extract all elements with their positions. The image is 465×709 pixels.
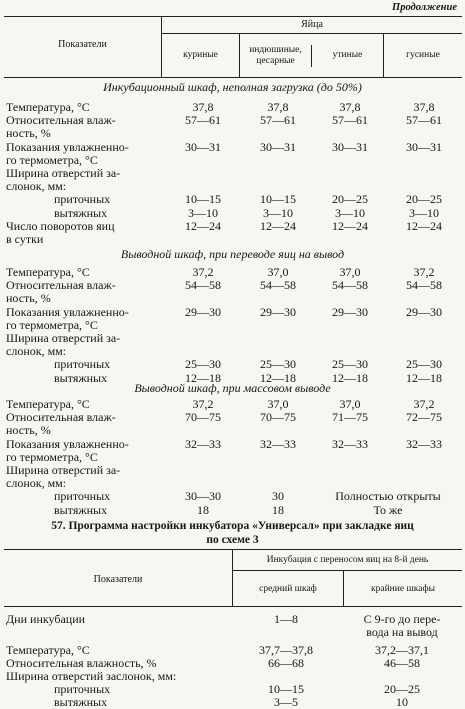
section-title: Выводной шкаф, при переводе яиц на вывод (120, 247, 345, 261)
cell-value: 3—10 (188, 205, 218, 220)
row-label: вытяжных (54, 370, 108, 385)
cell-value: 12—18 (185, 370, 221, 385)
cell-value: 12—18 (260, 370, 296, 385)
table-row (6, 233, 462, 246)
cell-value: 30—31 (260, 139, 296, 154)
cell-value: 54—58 (260, 278, 296, 293)
cell-value: 18 (197, 502, 209, 517)
row-label: приточных (54, 357, 111, 372)
cell-value: 57—61 (406, 113, 442, 128)
cell-value: 32—33 (332, 436, 368, 451)
cell-value: 37,0 (339, 265, 361, 279)
cell-value: 30 (272, 489, 284, 504)
row-label: Число поворотов яиц (6, 218, 115, 233)
cell-value: 30—30 (185, 489, 221, 504)
row-label: Относительная влаж- (6, 278, 116, 293)
cell-value: 54—58 (332, 278, 368, 293)
table-row (6, 207, 462, 220)
cell-value: 57—61 (332, 113, 368, 128)
table-row (6, 114, 462, 127)
cell-value: 37,8 (192, 100, 214, 114)
row-label: го термометра, °С (6, 152, 98, 167)
table-row (6, 220, 462, 233)
table-row (6, 279, 462, 292)
cell-value: 72—75 (406, 410, 442, 425)
table-row (6, 332, 462, 345)
cell-value: 30—31 (406, 139, 442, 154)
row-label: го термометра, °С (6, 317, 98, 332)
cell-value: 30—31 (332, 139, 368, 154)
row-label: Относительная влаж- (6, 410, 116, 425)
cell-value: 25—30 (260, 357, 296, 372)
cell-value: 32—33 (260, 436, 296, 451)
cell-value: 3—10 (335, 205, 365, 220)
cell-value: 25—30 (406, 357, 442, 372)
eggs-header: Яйца (162, 17, 462, 34)
table2-indicators-header: Показатели (93, 574, 143, 585)
cell-value: 37,2 (192, 397, 214, 411)
row-label: ность, % (6, 423, 51, 438)
cell-value: 12—24 (406, 218, 442, 233)
table-row (6, 358, 462, 371)
cell-value: 10—15 (268, 682, 304, 696)
table-row (6, 167, 462, 180)
row-label: слонок, мм: (6, 476, 67, 491)
table-row (6, 490, 462, 503)
row-label: ность, % (6, 291, 51, 306)
section-title: Инкубационный шкаф, неполная загрузка (до 50%) (103, 80, 362, 94)
continuation-label: Продолжение (392, 2, 457, 13)
table-row (6, 193, 462, 206)
cell-value: 29—30 (332, 304, 368, 319)
cell-value: 1—8 (274, 612, 298, 626)
cell-value: 37,2 (413, 397, 435, 411)
incubation-header: Инкубация с переносом яиц на 8-й день (233, 550, 462, 571)
table-row (6, 504, 462, 517)
table-row (6, 477, 462, 490)
cell-value: 37,0 (339, 397, 361, 411)
table-row (6, 292, 462, 305)
row-label: Относительная влаж- (6, 113, 116, 128)
table-row (6, 345, 462, 358)
row-label: слонок, мм: (6, 344, 67, 359)
col-header-middle-cabinet: средний шкаф (233, 571, 344, 606)
cell-value: 37,2 (192, 265, 214, 279)
table2-header (4, 549, 462, 607)
table57-title-line2: по схеме 3 (206, 534, 259, 546)
row-label: Ширина отверстий заслонок, мм: (6, 669, 177, 683)
cell-value: 57—61 (260, 113, 296, 128)
cell-value: 20—25 (384, 682, 420, 696)
row-label: приточных (54, 192, 111, 207)
cell-value: 12—24 (185, 218, 221, 233)
cell-value: 57—61 (185, 113, 221, 128)
cell-value: 37,8 (267, 100, 289, 114)
indicators-header-cell (4, 17, 162, 77)
table1-header (4, 16, 462, 78)
cell-value: 37,0 (267, 397, 289, 411)
cell-value: 3—5 (274, 695, 298, 709)
row-label: вытяжных (54, 205, 108, 220)
cell-value: 29—30 (406, 304, 442, 319)
cell-value: 10—15 (260, 192, 296, 207)
table-row (6, 101, 462, 114)
cell-value: 30—31 (185, 139, 221, 154)
row-label: го термометра, °С (6, 449, 98, 464)
cell-value: 37,8 (413, 100, 435, 114)
cell-value: 46—58 (384, 656, 420, 670)
table-row (6, 411, 462, 424)
table-row (6, 141, 462, 154)
table-row (6, 154, 462, 167)
cell-value: 18 (272, 502, 284, 517)
table-row (6, 451, 462, 464)
cell-value: 32—33 (406, 436, 442, 451)
cell-value: 37,8 (339, 100, 361, 114)
cell-value: 25—30 (332, 357, 368, 372)
row-label: вытяжных (54, 695, 108, 709)
cell-value: 12—24 (260, 218, 296, 233)
table-row (6, 127, 462, 140)
cell-value: 70—75 (185, 410, 221, 425)
row-label: Относительная влажность, % (6, 656, 157, 670)
table-row (6, 696, 462, 709)
col-header-duck: утиные (312, 34, 384, 77)
cell-value: 37,2 (413, 265, 435, 279)
table57-title-line1: 57. Программа настройки инкубатора «Универсал» при закладке яиц (51, 520, 414, 532)
cell-value: 10 (396, 695, 408, 709)
col-header-turkey: индюшиные, цесарные (240, 45, 312, 67)
table-row (6, 266, 462, 279)
cell-value: 20—25 (406, 192, 442, 207)
cell-value: 37,0 (267, 265, 289, 279)
table-row (6, 424, 462, 437)
table-row (6, 398, 462, 411)
row-label: приточных (54, 682, 111, 696)
table-row (6, 306, 462, 319)
row-label: в сутки (6, 232, 44, 246)
indicators-header: Показатели (58, 39, 107, 50)
row-label: Ширина отверстий за- (6, 331, 121, 345)
cell-value: 12—18 (406, 370, 442, 385)
table-row (6, 626, 462, 639)
cell-value: С 9-го до пере- (363, 612, 441, 626)
row-label: Ширина отверстий за- (6, 166, 121, 180)
cell-value: 66—68 (268, 656, 304, 670)
cell-value: 70—75 (260, 410, 296, 425)
table-row (6, 319, 462, 332)
cell-value: 10—15 (185, 192, 221, 207)
cell-value: 12—18 (332, 370, 368, 385)
col-header-chicken: куриные (162, 34, 240, 77)
cell-value: 20—25 (332, 192, 368, 207)
row-label: Ширина отверстий за- (6, 463, 121, 477)
cell-value: 3—10 (263, 205, 293, 220)
cell-value: 54—58 (406, 278, 442, 293)
cell-value: 29—30 (185, 304, 221, 319)
cell-value-span: То же (373, 502, 403, 517)
table2-indicators-cell (4, 550, 233, 606)
cell-value: 37,7—37,8 (259, 643, 313, 657)
row-label: Температура, °С (6, 265, 90, 279)
cell-value: 12—24 (332, 218, 368, 233)
row-label: приточных (54, 489, 111, 504)
row-label: Показания увлажненно- (6, 436, 129, 451)
cell-value: 29—30 (260, 304, 296, 319)
row-label: Температура, °С (6, 100, 90, 114)
cell-value: 71—75 (332, 410, 368, 425)
row-label: ность, % (6, 126, 51, 141)
row-label: слонок, мм: (6, 179, 67, 194)
row-label: Дни инкубации (6, 612, 86, 626)
cell-value-span: Полностью открыты (335, 489, 441, 504)
cell-value: 37,2—37,1 (375, 643, 429, 657)
table57-title (0, 519, 465, 547)
col-header-outer-cabinets: крайние шкафы (371, 584, 435, 594)
cell-value: вода на вывод (366, 625, 438, 639)
row-label: Показания увлажненно- (6, 304, 129, 319)
cell-value: 54—58 (185, 278, 221, 293)
col-header-goose: гусиные (406, 50, 440, 60)
cell-value: 32—33 (185, 436, 221, 451)
table-row (6, 438, 462, 451)
row-label: вытяжных (54, 502, 108, 517)
row-label: Температура, °С (6, 643, 90, 657)
section-title: Выводной шкаф, при массовом выводе (134, 381, 331, 395)
row-label: Температура, °С (6, 397, 90, 411)
table-row (6, 180, 462, 193)
cell-value: 3—10 (409, 205, 439, 220)
cell-value: 25—30 (185, 357, 221, 372)
table-row (6, 464, 462, 477)
row-label: Показания увлажненно- (6, 139, 129, 154)
